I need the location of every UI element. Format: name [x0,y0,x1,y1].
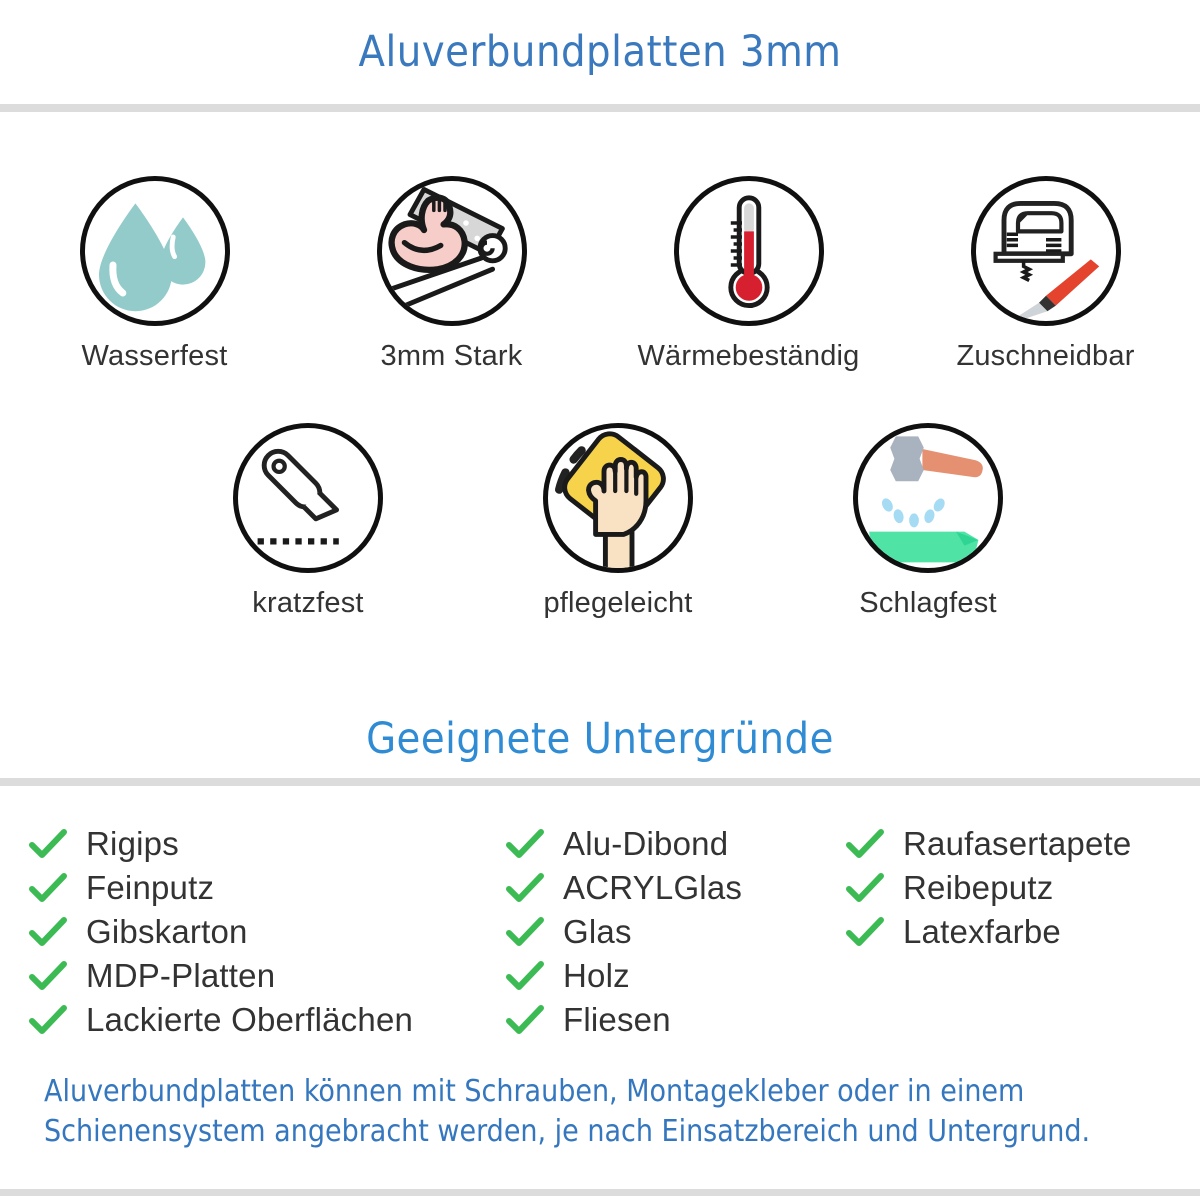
check-label: Latexfarbe [903,913,1061,950]
check-label: Feinputz [86,869,215,906]
check-label: Alu-Dibond [563,825,729,862]
mounting-note [0,1072,1200,1152]
water-drops-icon [85,180,225,322]
hobby-knife-handle [1046,259,1099,305]
water-drop-large [99,203,172,311]
substrates-title: Geeignete Untergründe [366,714,834,764]
check-label: ACRYLGlas [563,869,743,906]
checklist-column-1 [28,826,505,1046]
jigsaw-handle-hole [1018,213,1061,231]
impact-drop [923,508,936,524]
check-item [28,1002,505,1038]
fist-finger-lines [433,201,444,211]
feature-kratzfest [178,423,438,620]
check-item [845,914,1200,950]
divider-top [0,104,1200,112]
substrates-checklist [0,826,1200,1046]
jigsaw-vents [1046,240,1061,251]
page-title: Aluverbundplatten 3mm [358,27,842,77]
jigsaw-knife-icon [976,180,1116,322]
check-item [28,870,505,906]
divider-bottom [0,1189,1200,1196]
check-label: Reibeputz [903,869,1054,906]
check-icon [505,1005,545,1035]
check-label: Rigips [86,825,179,862]
check-item [505,914,845,950]
cleaning-hand-icon [543,423,693,573]
check-label: Fliesen [563,1001,671,1038]
mounting-note-line-2: Schienensystem angebracht werden, je nach Einsatzbereich und Untergrund. [44,1114,1091,1149]
substrates-header [0,714,1200,764]
utility-knife-icon [233,423,383,573]
check-item [28,826,505,862]
check-label: Gibskarton [86,913,248,950]
utility-knife-icon [238,427,378,569]
check-label: MDP-Platten [86,957,276,994]
water-drops-icon [80,176,230,326]
feature-pflegeleicht [488,423,748,620]
check-icon [28,829,68,859]
thermometer-bulb-fill [735,274,762,301]
check-label: Glas [563,913,632,950]
check-item [505,1002,845,1038]
panel-sheet-edge-2 [401,269,492,307]
feature-label: kratzfest [252,587,364,619]
muscle-arm-panel-icon [382,180,522,322]
hammer-impact-icon [853,423,1003,573]
check-icon [505,961,545,991]
drop-highlight-small [172,237,175,257]
hammer-handle [922,449,982,477]
feature-waermebestaendig [600,176,897,373]
panel-dot [474,236,480,242]
check-label: Raufasertapete [903,825,1132,862]
feature-wasserfest [6,176,303,373]
muscle-arm-panel-icon [377,176,527,326]
check-icon [845,829,885,859]
check-item [505,958,845,994]
feature-row-1 [0,176,1200,373]
feature-label: Schlagfest [859,587,997,619]
feature-schlagfest [798,423,1058,620]
jigsaw-grip-lines [1006,234,1017,245]
check-item [505,826,845,862]
thermometer-icon [679,180,819,322]
feature-label: Wasserfest [81,340,228,372]
checklist-column-3 [845,826,1200,1046]
header [0,0,1200,104]
check-icon [28,1005,68,1035]
hammer-head [890,436,924,481]
jigsaw-blade [1023,261,1029,281]
impact-drop [880,497,895,514]
water-drop-small [160,217,205,284]
check-icon [505,829,545,859]
check-item [505,870,845,906]
check-label: Holz [563,957,630,994]
panel-roll-spiral [480,236,505,261]
feature-label: Zuschneidbar [956,340,1135,372]
hand-wrist [605,532,632,569]
feature-3mm-stark [303,176,600,373]
panel-dot [463,220,469,226]
check-item [845,826,1200,862]
thermometer-ticks [730,223,741,265]
jigsaw-base-plate [995,254,1062,261]
check-item [28,914,505,950]
impact-drop [892,508,905,524]
checklist-column-2 [505,826,845,1046]
impact-drop [931,496,946,513]
check-item [28,958,505,994]
feature-label: 3mm Stark [380,340,523,372]
thermometer-gray-fill [744,203,754,234]
mounting-note-line-1: Aluverbundplatten können mit Schrauben, Montagekleber oder in einem [44,1074,1025,1109]
check-icon [845,917,885,947]
check-icon [845,873,885,903]
check-icon [505,917,545,947]
thermometer-red-fill [744,231,754,276]
feature-row-2 [0,423,1200,620]
check-icon [28,917,68,947]
thermometer-icon [674,176,824,326]
divider-middle [0,778,1200,786]
utility-knife-group [258,446,339,527]
feature-label: pflegeleicht [543,587,693,619]
check-label: Lackierte Oberflächen [86,1001,414,1038]
cleaning-hand-icon [548,427,688,569]
check-icon [28,873,68,903]
check-item [845,870,1200,906]
check-icon [505,873,545,903]
impact-drop [909,513,919,527]
check-icon [28,961,68,991]
feature-label: Wärmebeständig [637,340,860,372]
feature-zuschneidbar [897,176,1194,373]
jigsaw-knife-icon [971,176,1121,326]
hammer-impact-icon [858,427,998,569]
